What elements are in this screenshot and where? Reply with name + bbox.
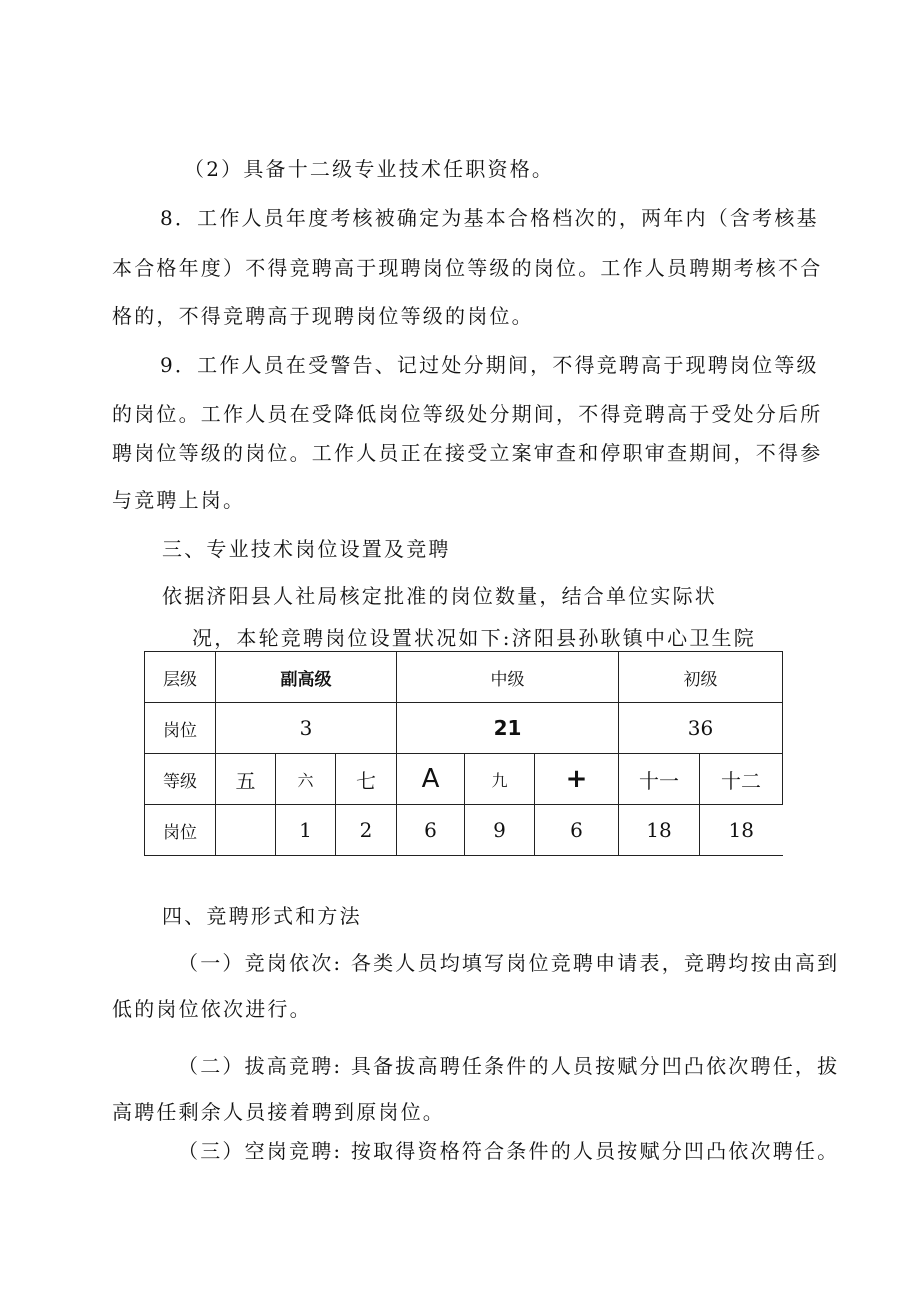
cell-label-posts-2: 岗位 xyxy=(145,805,216,856)
paragraph-item-8-line2: 本合格年度）不得竞聘高于现聘岗位等级的岗位。工作人员聘期考核不合 xyxy=(112,256,823,280)
cell-total-deputy-senior: 3 xyxy=(216,703,397,754)
paragraph-basis-line2: 况，本轮竞聘岗位设置状况如下:济阳县孙耿镇中心卫生院 xyxy=(192,626,756,650)
cell-count-11: 18 xyxy=(619,805,700,856)
cell-count-7: 2 xyxy=(336,805,397,856)
paragraph-item-9-line4: 与竞聘上岗。 xyxy=(112,488,246,512)
cell-label-posts: 岗位 xyxy=(145,703,216,754)
cell-level-intermediate: 中级 xyxy=(397,652,619,703)
cell-grade-10: + xyxy=(535,754,619,805)
cell-count-9: 9 xyxy=(465,805,535,856)
section-heading-4: 四、竞聘形式和方法 xyxy=(162,904,362,928)
cell-grade-12: 十二 xyxy=(700,754,783,805)
paragraph-item-9-line3: 聘岗位等级的岗位。工作人员正在接受立案审查和停职审查期间，不得参 xyxy=(112,441,823,465)
cell-total-junior: 36 xyxy=(619,703,783,754)
cell-grade-8: A xyxy=(397,754,465,805)
section-heading-3: 三、专业技术岗位设置及竞聘 xyxy=(162,537,451,561)
cell-count-12: 18 xyxy=(700,805,783,856)
paragraph-item-8-line1: 8．工作人员年度考核被确定为基本合格档次的，两年内（含考核基 xyxy=(160,206,819,230)
cell-count-10: 6 xyxy=(535,805,619,856)
paragraph-item-8-line3: 格的，不得竞聘高于现聘岗位等级的岗位。 xyxy=(112,304,534,328)
cell-grade-11: 十一 xyxy=(619,754,700,805)
paragraph-method-3: （三）空岗竞聘: 按取得资格符合条件的人员按赋分凹凸依次聘任。 xyxy=(178,1139,840,1163)
cell-total-intermediate: 21 xyxy=(397,703,619,754)
cell-count-5 xyxy=(216,805,276,856)
cell-count-6: 1 xyxy=(276,805,336,856)
paragraph-method-2-line1: （二）拔高竞聘: 具备拔高聘任条件的人员按赋分凹凸依次聘任，拔 xyxy=(178,1054,840,1078)
paragraph-item-9-line1: 9．工作人员在受警告、记过处分期间，不得竞聘高于现聘岗位等级 xyxy=(160,353,819,377)
paragraph-method-1-line1: （一）竞岗依次: 各类人员均填写岗位竞聘申请表，竞聘均按由高到 xyxy=(178,951,840,975)
cell-level-junior: 初级 xyxy=(619,652,783,703)
paragraph-basis-line1: 依据济阳县人社局核定批准的岗位数量，结合单位实际状 xyxy=(162,584,717,608)
cell-label-level: 层级 xyxy=(145,652,216,703)
cell-grade-7: 七 xyxy=(336,754,397,805)
cell-grade-6: 六 xyxy=(276,754,336,805)
cell-grade-9: 九 xyxy=(465,754,535,805)
cell-level-deputy-senior: 副高级 xyxy=(216,652,397,703)
post-setting-table xyxy=(144,651,783,856)
table-row-post-counts xyxy=(145,805,783,856)
cell-label-grade: 等级 xyxy=(145,754,216,805)
paragraph-method-2-line2: 高聘任剩余人员接着聘到原岗位。 xyxy=(112,1100,445,1124)
cell-count-8: 6 xyxy=(397,805,465,856)
paragraph-qualification-12: （2）具备十二级专业技术任职资格。 xyxy=(184,157,555,181)
table-row-grade xyxy=(145,754,783,805)
paragraph-item-9-line2: 的岗位。工作人员在受降低岗位等级处分期间，不得竞聘高于受处分后所 xyxy=(112,402,823,426)
table-row-total-posts xyxy=(145,703,783,754)
paragraph-method-1-line2: 低的岗位依次进行。 xyxy=(112,997,312,1021)
table-row-level xyxy=(145,652,783,703)
cell-grade-5: 五 xyxy=(216,754,276,805)
